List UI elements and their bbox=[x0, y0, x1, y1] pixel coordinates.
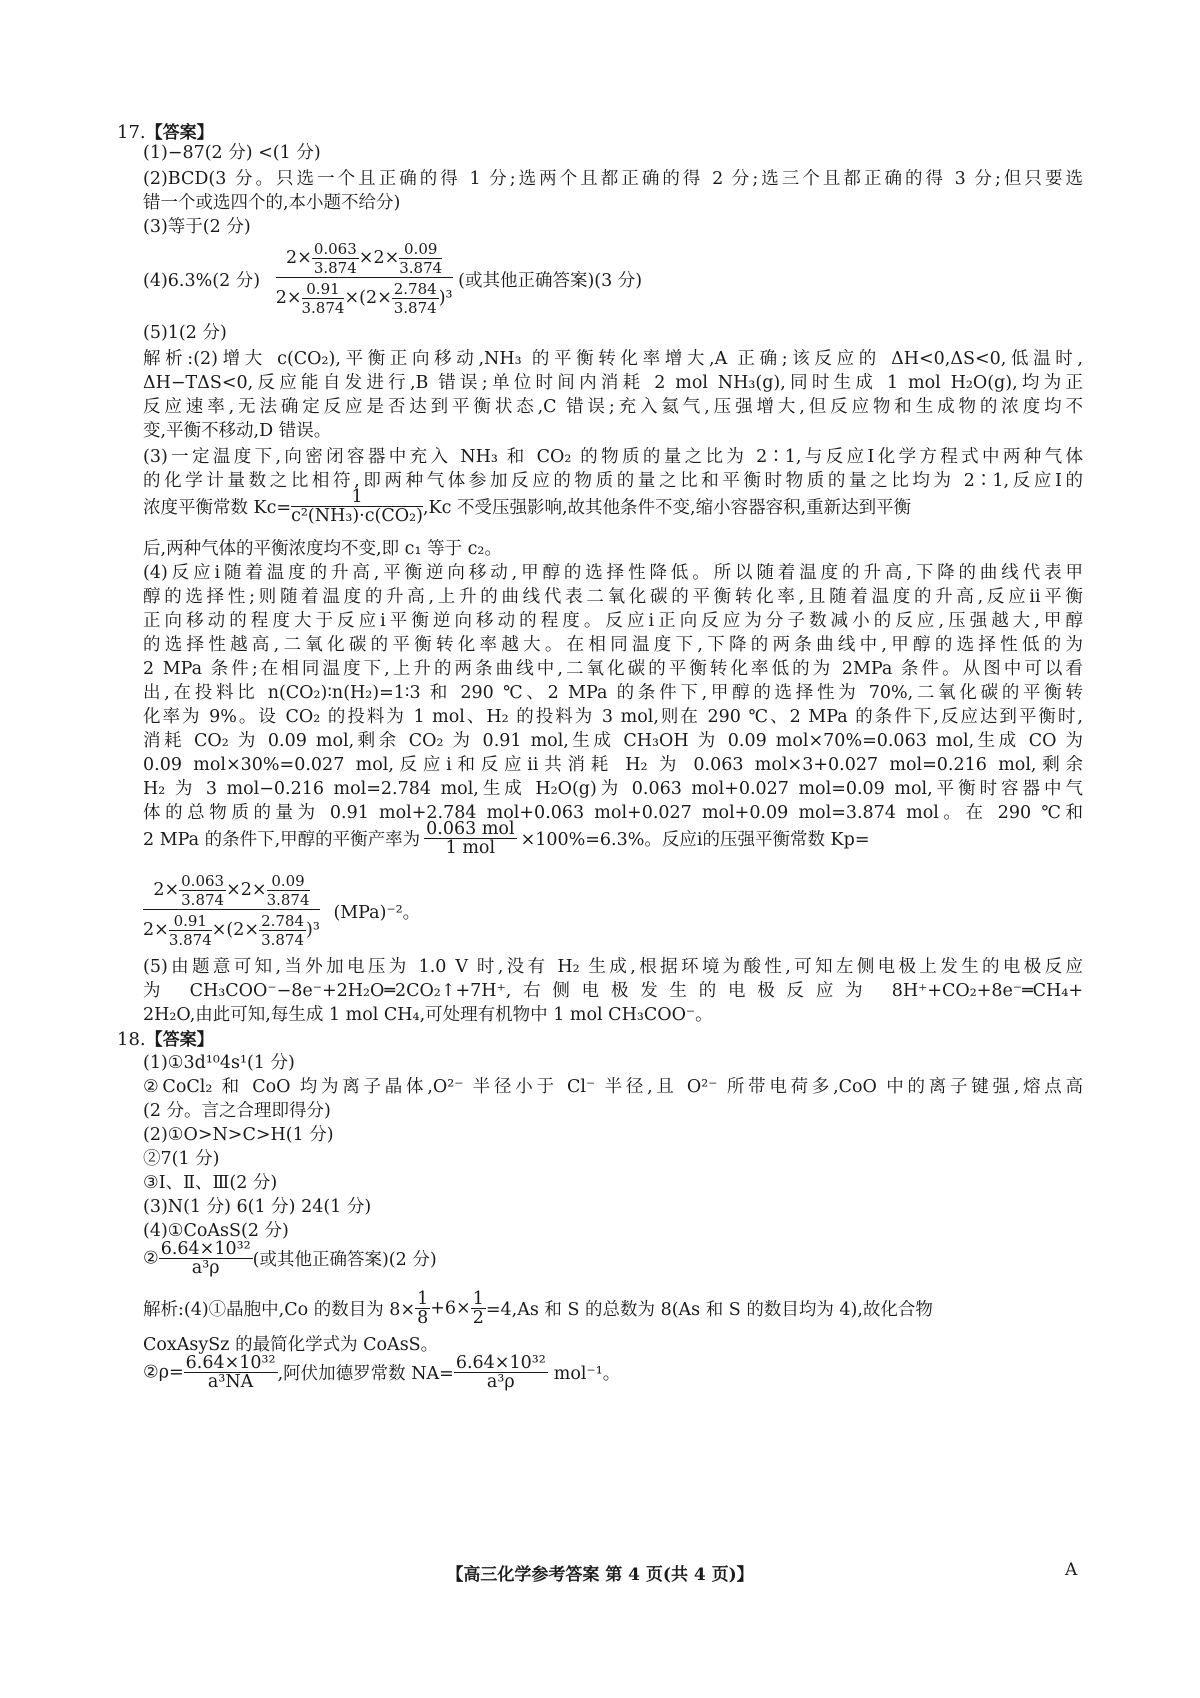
q17-explain-line: 2H₂O,由此可知,每生成 1 mol CH₄,可处理有机物中 1 mol CH₃COO⁻。 bbox=[143, 1005, 713, 1025]
kc-fraction: $\frac{1}{\text{c²(NH₃)·c(CO₂)}}$ bbox=[291, 487, 423, 526]
q18-explain-2: CoxAsySz 的最简化学式为 CoAsS。 bbox=[143, 1335, 439, 1355]
q17-explain-line: 化率为 9%。设 CO₂ 的投料为 1 mol、H₂ 的投料为 3 mol,则在 290 ℃、2 MPa 的条件下,反应达到平衡时, bbox=[143, 707, 1083, 727]
answer-label: 【答案】 bbox=[145, 1030, 214, 1050]
q18-answer-4b: ② $\frac{\text{6.64×10³²}}{\text{a³ρ}}$ (或其他正确答案)(2 分) bbox=[143, 1239, 437, 1278]
yield-fraction: $\frac{\text{0.063 mol}}{\text{1 mol}}$ bbox=[426, 819, 515, 858]
q17-explain-line: 0.09 mol×30%=0.027 mol,反应ⅰ和反应ⅱ共消耗 H₂ 为 0.063 mol×3+0.027 mol=0.216 mol,剩余 bbox=[143, 755, 1083, 775]
q17-explain-kp: 2× $\frac{0.063}{3.874}$ ×2× $\frac{0.09}{3.874}$ 2× $\frac{0.91}{3.874}$ ×(2× $\frac{2.784}{3.874}$ )³ (MPa)⁻²。 bbox=[143, 872, 421, 949]
q18-answer-1b: ②CoCl₂ 和 CoO 均为离子晶体,O²⁻ 半径小于 Cl⁻ 半径,且 O²⁻ 所带电荷多,CoO 中的离子键强,熔点高 bbox=[143, 1077, 1083, 1097]
q17-explain-line: (5)由题意可知,当外加电压为 1.0 V 时,没有 H₂ 生成,根据环境为酸性,可知左侧电极上发生的电极反应 bbox=[143, 957, 1083, 977]
q17-answer-4: (4)6.3%(2 分) 2× $\frac{0.063}{3.874}$ ×2× $\frac{0.09}{3.874}$ 2× $\frac{0.91}{3.874}$ ×(2× $\frac{2.784}{3.874}$ )³ (或其他正确答案)(3 分) bbox=[143, 240, 643, 317]
paper-version: A bbox=[1065, 1560, 1078, 1580]
q17-explain-line: ΔH−TΔS<0,反应能自发进行,B 错误;单位时间内消耗 2 mol NH₃(g),同时生成 1 mol H₂O(g),均为正 bbox=[143, 373, 1083, 393]
q17-explain-yield: 2 MPa 的条件下,甲醇的平衡产率为 $\frac{\text{0.063 mol}}{\text{1 mol}}$ ×100%=6.3%。反应ⅰ的压强平衡常数 Kp= bbox=[143, 819, 870, 858]
q17-explain-line: H₂ 为 3 mol−0.216 mol=2.784 mol,生成 H₂O(g)为 0.063 mol+0.027 mol=0.09 mol,平衡时容器中气 bbox=[143, 779, 1083, 799]
q17-explain-line: 正向移动的程度大于反应ⅰ平衡逆向移动的程度。反应ⅰ正向反应为分子数减小的反应,压强越大,甲醇 bbox=[143, 611, 1083, 631]
q17-explain-line: 变,平衡不移动,D 错误。 bbox=[143, 421, 332, 441]
na-fraction: $\frac{\text{6.64×10³²}}{\text{a³ρ}}$ bbox=[160, 1239, 251, 1278]
q18-answer-4: (4)①CoAsS(2 分) bbox=[143, 1221, 289, 1241]
q18-answer-3: (3)N(1 分) 6(1 分) 24(1 分) bbox=[143, 1197, 372, 1217]
q17-explain-line: 出,在投料比 n(CO₂)∶n(H₂)=1∶3 和 290 ℃、2 MPa 的条件下,甲醇的选择性为 70%,二氧化碳的平衡转 bbox=[143, 683, 1083, 703]
q18-answer-1c: (2 分。言之合理即得分) bbox=[143, 1101, 331, 1121]
q17-explain-line: (4)反应ⅰ随着温度的升高,平衡逆向移动,甲醇的选择性降低。所以随着温度的升高,下降的曲线代表甲 bbox=[143, 563, 1083, 583]
q17-answer-2-line1: (2)BCD(3 分。只选一个且正确的得 1 分;选两个且都正确的得 2 分;选三个且都正确的得 3 分;但只要选 bbox=[143, 169, 1083, 189]
q18-answer-1: (1)①3d¹⁰4s¹(1 分) bbox=[143, 1053, 295, 1073]
q17-explain-line: 醇的选择性;则随着温度的升高,上升的曲线代表二氧化碳的平衡转化率,且随着温度的升高,反应ⅱ平衡 bbox=[143, 587, 1083, 607]
q17-explain-line: 2 MPa 条件;在相同温度下,上升的两条曲线中,二氧化碳的平衡转化率低的为 2MPa 条件。从图中可以看 bbox=[143, 659, 1083, 679]
q17-explain-line: 解析:(2)增大 c(CO₂),平衡正向移动,NH₃ 的平衡转化率增大,A 正确;该反应的 ΔH<0,ΔS<0,低温时, bbox=[143, 349, 1083, 369]
q18-answer-2: (2)①O>N>C>H(1 分) bbox=[143, 1125, 334, 1145]
q17-explain-kc: 浓度平衡常数 Kc= $\frac{1}{\text{c²(NH₃)·c(CO₂)}}$ ,Kc 不受压强影响,故其他条件不变,缩小容器容积,重新达到平衡 bbox=[143, 487, 912, 526]
q17-answer-1: (1)−87(2 分) <(1 分) bbox=[143, 143, 321, 163]
q17-explain-line: 消耗 CO₂ 为 0.09 mol,剩余 CO₂ 为 0.91 mol,生成 CH₃OH 为 0.09 mol×70%=0.063 mol,生成 CO 为 bbox=[143, 731, 1083, 751]
q18-heading: 18.【答案】 bbox=[117, 1029, 214, 1050]
q17-explain-line: 反应速率,无法确定反应是否达到平衡状态,C 错误;充入氦气,压强增大,但反应物和生成物的浓度均不 bbox=[143, 397, 1083, 417]
kp-fraction: 2× $\frac{0.063}{3.874}$ ×2× $\frac{0.09}{3.874}$ 2× $\frac{0.91}{3.874}$ ×(2× $\frac{2.784}{3.874}$ )³ bbox=[143, 872, 320, 949]
q17-answer-5: (5)1(2 分) bbox=[143, 323, 227, 343]
q17-explain-line: 体的总物质的量为 0.91 mol+2.784 mol+0.063 mol+0.027 mol+0.09 mol=3.874 mol。在 290 ℃和 bbox=[143, 803, 1083, 823]
kp-fraction: 2× $\frac{0.063}{3.874}$ ×2× $\frac{0.09}{3.874}$ 2× $\frac{0.91}{3.874}$ ×(2× $\frac{2.784}{3.874}$ )³ bbox=[275, 240, 453, 317]
q17-explain-line: 为 CH₃COO⁻−8e⁻+2H₂O═2CO₂↑+7H⁺,右侧电极发生的电极反应为 8H⁺+CO₂+8e⁻═CH₄+ bbox=[143, 981, 1083, 1001]
q17-explain-line: 的化学计量数之比相符,即两种气体参加反应的物质的量之比和平衡时物质的量之比均为 2∶1,反应Ⅰ的 bbox=[143, 471, 1083, 491]
q18-explain-3: ②ρ= $\frac{\text{6.64×10³²}}{\text{a³NA}}$ ,阿伏加德罗常数 NA= $\frac{\text{6.64×10³²}}{\text{a³ρ}}$ mol⁻¹。 bbox=[143, 1353, 621, 1392]
q17-answer-2-line2: 错一个或选四个的,本小题不给分) bbox=[143, 193, 401, 213]
q17-answer-3: (3)等于(2 分) bbox=[143, 217, 251, 237]
q18-answer-2c: ③Ⅰ、Ⅱ、Ⅲ(2 分) bbox=[143, 1173, 278, 1193]
q18-explain-1: 解析:(4)①晶胞中,Co 的数目为 8× $\frac{1}{8}$ +6× $\frac{1}{2}$ =4,As 和 S 的总数为 8(As 和 S 的数目均为 4),故化合物 bbox=[143, 1289, 933, 1328]
q18-answer-2b: ②7(1 分) bbox=[143, 1149, 220, 1169]
q17-explain-line: 的选择性越高,二氧化碳的平衡转化率越大。在相同温度下,下降的两条曲线中,甲醇的选择性低的为 bbox=[143, 635, 1083, 655]
q17-explain-line: (3)一定温度下,向密闭容器中充入 NH₃ 和 CO₂ 的物质的量之比为 2∶1,与反应Ⅰ化学方程式中两种气体 bbox=[143, 447, 1083, 467]
page-footer: 【高三化学参考答案 第 4 页(共 4 页)】 bbox=[446, 1565, 754, 1585]
q17-heading: 17.【答案】 bbox=[117, 122, 214, 143]
q17-explain-line: 后,两种气体的平衡浓度均不变,即 c₁ 等于 c₂。 bbox=[143, 539, 502, 559]
answer-label: 【答案】 bbox=[145, 123, 214, 143]
